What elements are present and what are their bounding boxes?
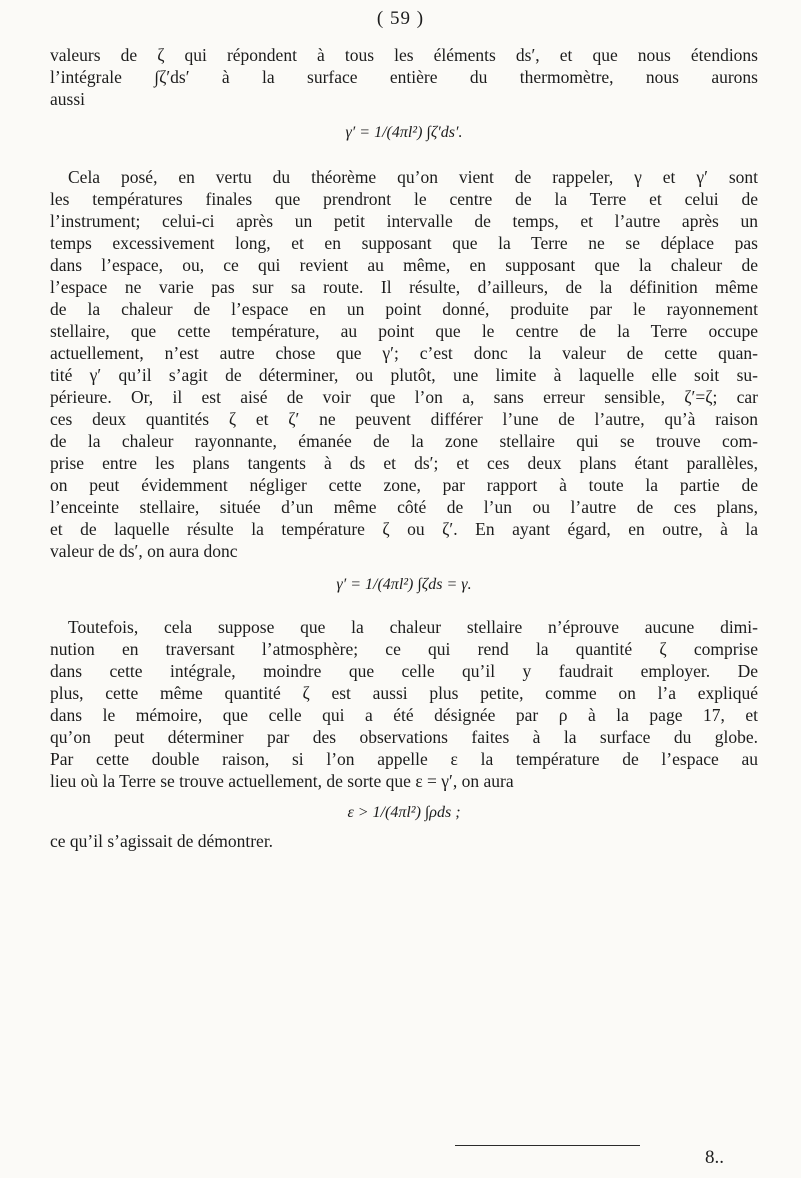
text-line: lieu où la Terre se trouve actuellement, de sorte que ε = γ′, on aura — [50, 771, 514, 791]
text-line: Par cette double raison, si l’on appelle ε la température de l’espace au — [50, 749, 758, 769]
text-line: l’enceinte stellaire, située d’un même côté de l’un ou l’autre de ces plans, — [50, 497, 758, 517]
text-line: valeurs de ζ qui répondent à tous les éléments ds′, et que nous étendions — [50, 45, 758, 65]
text-line: actuellement, n’est autre chose que γ′; c’est donc la valeur de cette quan- — [50, 343, 758, 363]
paragraph-3 — [50, 616, 758, 792]
text-line: tité γ′ qu’il s’agit de déterminer, ou plutôt, une limite à laquelle elle soit su- — [50, 365, 758, 385]
paragraph-2 — [50, 166, 758, 562]
text-line: l’intégrale ∫ζ′ds′ à la surface entière du thermomètre, nous aurons — [50, 67, 758, 87]
page-number: ( 59 ) — [376, 8, 425, 29]
text-line: et de laquelle résulte la température ζ ou ζ′. En ayant égard, en outre, à la — [50, 519, 758, 539]
text-line: aussi — [50, 89, 85, 109]
text-line: prise entre les plans tangents à ds et ds′; et ces deux plans étant parallèles, — [50, 453, 758, 473]
text-line: les températures finales que prendront le centre de la Terre et celui de — [50, 189, 758, 209]
text-line: valeur de ds′, on aura donc — [50, 541, 238, 561]
text-line: nution en traversant l’atmosphère; ce qui rend la quantité ζ comprise — [50, 639, 758, 659]
formula-gamma-prime: γ′ = 1/(4πl²) ∫ζ′ds′. — [345, 124, 463, 141]
footer-rule — [455, 1145, 640, 1146]
text-line: Toutefois, cela suppose que la chaleur stellaire n’éprouve aucune dimi- — [68, 617, 758, 637]
text-line: l’instrument; celui-ci après un petit intervalle de temps, et l’autre après un — [50, 211, 758, 231]
text-line: périeure. Or, il est aisé de voir que l’on a, sans erreur sensible, ζ′=ζ; car — [50, 387, 758, 407]
text-line: l’espace ne varie pas sur sa route. Il résulte, d’ailleurs, de la définition même — [50, 277, 758, 297]
text-line: dans l’espace, ou, ce qui revient au même, en supposant que la chaleur de — [50, 255, 758, 275]
text-line: Cela posé, en vertu du théorème qu’on vient de rappeler, γ et γ′ sont — [68, 167, 758, 187]
body-text — [50, 44, 758, 852]
formula-epsilon-inequality: ε > 1/(4πl²) ∫ρds ; — [347, 804, 461, 821]
paragraph-1 — [50, 44, 758, 110]
text-line: dans le mémoire, que celle qui a été désignée par ρ à la page 17, et — [50, 705, 758, 725]
text-line: dans cette intégrale, moindre que celle qu’il y faudrait employer. De — [50, 661, 758, 681]
text-line: de la chaleur rayonnante, émanée de la zone stellaire qui se trouve com- — [50, 431, 758, 451]
text-line: de la chaleur de l’espace en un point donné, produite par le rayonnement — [50, 299, 758, 319]
conclusion-line: ce qu’il s’agissait de démontrer. — [50, 831, 274, 851]
text-line: qu’on peut déterminer par des observations faites à la surface du globe. — [50, 727, 758, 747]
text-line: stellaire, que cette température, au point que le centre de la Terre occupe — [50, 321, 758, 341]
text-line: ces deux quantités ζ et ζ′ ne peuvent différer l’une de l’autre, qu’à raison — [50, 409, 758, 429]
text-line: plus, cette même quantité ζ est aussi plus petite, comme on l’a expliqué — [50, 683, 758, 703]
signature-mark: 8.. — [705, 1147, 724, 1168]
text-line: temps excessivement long, et en supposant que la Terre ne se déplace pas — [50, 233, 758, 253]
text-line: on peut évidemment négliger cette zone, par rapport à toute la partie de — [50, 475, 758, 495]
formula-gamma-equality: γ′ = 1/(4πl²) ∫ζds = γ. — [336, 576, 472, 593]
